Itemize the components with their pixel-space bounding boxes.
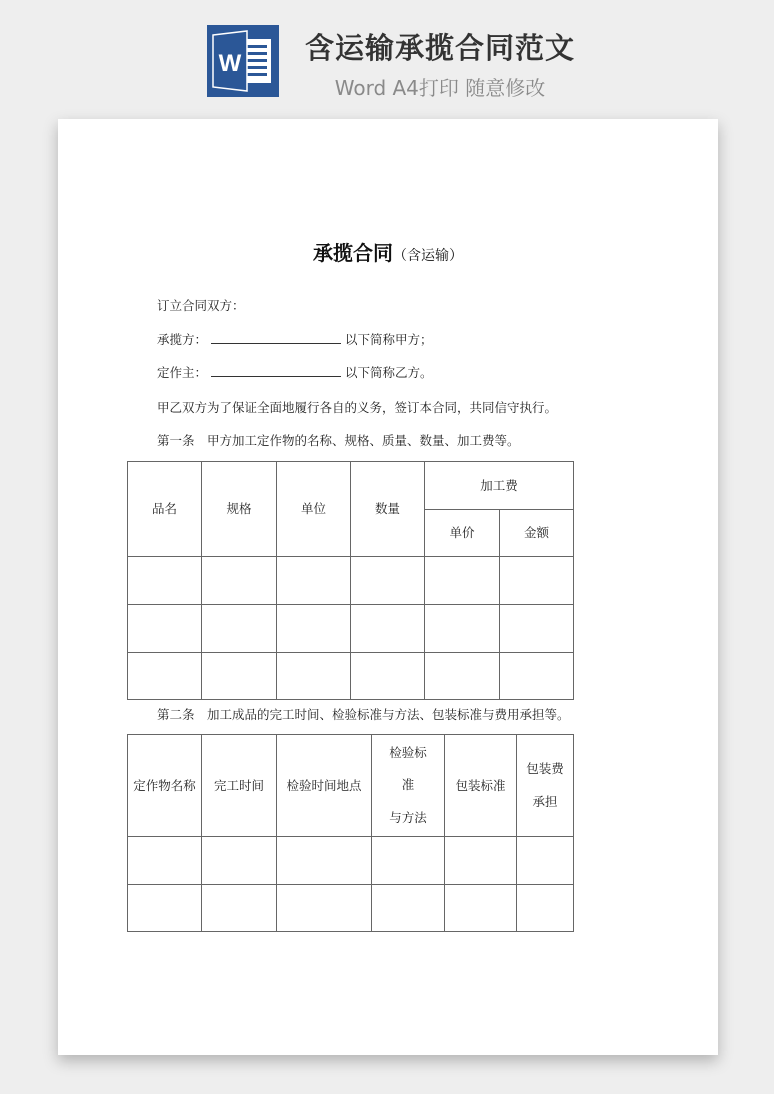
empty-cell[interactable]: [277, 837, 372, 885]
title-sub: （含运输）: [393, 248, 463, 264]
empty-cell[interactable]: [202, 885, 277, 932]
empty-cell[interactable]: [372, 885, 445, 932]
orderer-line: [157, 363, 433, 381]
parties-intro: 订立合同双方：: [157, 298, 245, 313]
empty-cell[interactable]: [425, 605, 500, 653]
table-2: [127, 734, 574, 932]
empty-cell[interactable]: [277, 557, 351, 605]
banner-title: 含运输承揽合同范文: [304, 31, 575, 65]
empty-cell[interactable]: [445, 885, 517, 932]
empty-cell[interactable]: [425, 557, 500, 605]
header-line: 承担: [532, 793, 558, 809]
table-row: [128, 885, 574, 932]
svg-text:W: W: [218, 50, 242, 77]
orderer-label: 定作主：: [157, 365, 208, 380]
header-cell: 品名: [128, 462, 202, 557]
empty-cell[interactable]: [425, 653, 500, 700]
empty-cell[interactable]: [277, 605, 351, 653]
empty-cell[interactable]: [128, 605, 202, 653]
empty-cell[interactable]: [351, 605, 425, 653]
empty-cell[interactable]: [202, 837, 277, 885]
header-cell: 数量: [351, 462, 425, 557]
empty-cell[interactable]: [202, 653, 277, 700]
table-row: [128, 653, 574, 700]
empty-cell[interactable]: [372, 837, 445, 885]
contractor-suffix: 以下简称甲方；: [345, 332, 433, 347]
header-cell: 定作物名称: [128, 735, 202, 837]
empty-cell[interactable]: [277, 885, 372, 932]
table-1: [127, 461, 574, 700]
empty-cell[interactable]: [128, 837, 202, 885]
contractor-blank[interactable]: [211, 331, 341, 344]
empty-cell[interactable]: [351, 653, 425, 700]
header-cell: 检验时间地点: [277, 735, 372, 837]
word-icon: [207, 25, 279, 97]
header-cell: 完工时间: [202, 735, 277, 837]
table-row: [128, 557, 574, 605]
header-cell: 包装标准: [445, 735, 517, 837]
header-cell: 加工费: [425, 462, 574, 510]
subheader-cell: 金额: [500, 510, 574, 557]
empty-cell[interactable]: [202, 605, 277, 653]
empty-cell[interactable]: [445, 837, 517, 885]
empty-cell[interactable]: [500, 605, 574, 653]
title-main: 承揽合同: [313, 241, 393, 265]
header-line: 包装费: [526, 761, 564, 776]
header-cell: 单位: [277, 462, 351, 557]
empty-cell[interactable]: [500, 653, 574, 700]
article-1: 第一条 甲方加工定作物的名称、规格、质量、数量、加工费等。: [157, 433, 520, 448]
empty-cell[interactable]: [277, 653, 351, 700]
empty-cell[interactable]: [128, 653, 202, 700]
preamble: 甲乙双方为了保证全面地履行各自的义务，签订本合同，共同信守执行。: [157, 400, 558, 415]
header-line: 检验标: [389, 744, 427, 760]
orderer-suffix: 以下简称乙方。: [345, 365, 433, 380]
empty-cell[interactable]: [517, 885, 574, 932]
empty-cell[interactable]: [500, 557, 574, 605]
subheader-cell: 单价: [425, 510, 500, 557]
empty-cell[interactable]: [128, 885, 202, 932]
table-row: [128, 837, 574, 885]
empty-cell[interactable]: [351, 557, 425, 605]
empty-cell[interactable]: [128, 557, 202, 605]
header-cell: [372, 735, 445, 837]
header-line: 准: [401, 777, 415, 793]
contractor-line: [157, 330, 433, 348]
document-page: [58, 119, 718, 1055]
article-2: 第二条 加工成品的完工时间、检验标准与方法、包装标准与费用承担等。: [157, 707, 570, 722]
banner: [0, 0, 774, 110]
contractor-label: 承揽方：: [157, 332, 208, 347]
empty-cell[interactable]: [202, 557, 277, 605]
empty-cell[interactable]: [517, 837, 574, 885]
table-row: [128, 605, 574, 653]
banner-subtitle: Word A4打印 随意修改: [334, 76, 546, 100]
header-line: 与方法: [389, 809, 427, 825]
header-cell: [517, 735, 574, 837]
document-title: [58, 237, 718, 266]
orderer-blank[interactable]: [211, 364, 341, 377]
header-cell: 规格: [202, 462, 277, 557]
